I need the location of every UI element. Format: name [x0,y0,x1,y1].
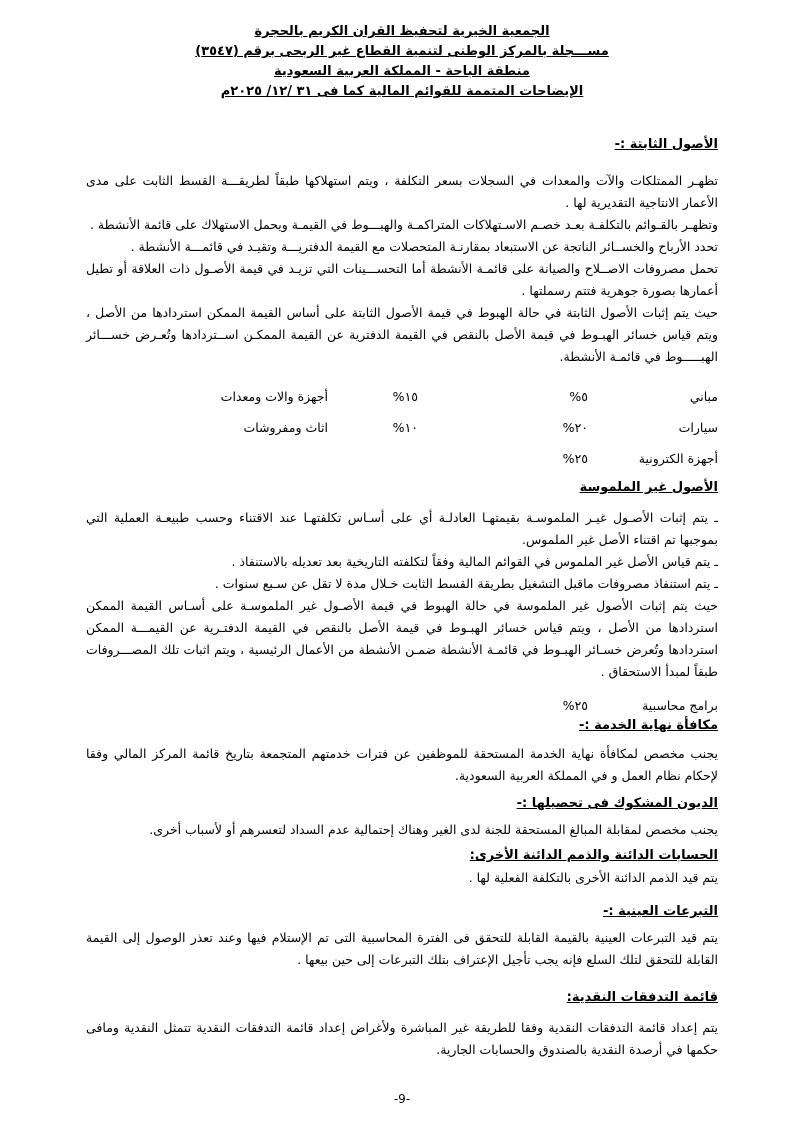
rate-value: ١٠% [392,420,418,435]
end-of-service-paragraph: يجنب مخصص لمكافأة نهاية الخدمة المستحقة للموظفين عن فترات خدمتهم المتجمعة بتاريخ قائمة المركز المالي وفقا لإحكام نظام العمل و في المملكة العربية السعودية. [86,746,718,783]
creditors-paragraph: يتم قيد الذمم الدائنة الأخرى بالتكلفة الفعلية لها . [468,870,718,885]
page-number: -9- [393,1092,411,1106]
notes-title: الإيضاحات المتممة للقوائم المالية كما فى ٣١ /١٢/ ٢٠٢٥م [220,84,584,99]
rate-label: سيارات [678,420,718,435]
rate-row [86,413,718,444]
document-header [80,22,724,102]
fixed-assets-paragraph: وتظهـر بالقـوائم بالتكلفـة بعـد خصـم الاسـتهلاكات المتراكمـة والهبـــوط في القيمـة ويحمل الاستهلاك على قائمة الأنشطة . [89,217,718,232]
rate-value: ٥% [569,389,588,404]
depreciation-rates-table [86,382,718,475]
org-name: الجمعية الخيرية لتحفيظ القران الكريم بالحجرة [254,24,550,39]
fixed-assets-paragraph: تظهـر الممتلكات والآت والمعدات في السجلات بسعر التكلفة ، ويتم استهلاكها طبقاً لطريقـــة القسط الثابت على مدى الأعمار الانتاجية التقديرية لها . [86,173,718,210]
fixed-assets-paragraph: تحمل مصروفات الاصــلاح والصيانة على قائمـة الأنشطة أما التحســـينات التي تزيـد في قيمة الأصـول ذات العلاقة أو تطيل أعمارها بصورة جوهرية فتتم رسملتها . [86,261,718,298]
cash-flow-heading: قائمة التدفقات النقدية: [566,990,718,1005]
intangible-paragraph: ـ يتم قياس الأصل غير الملموس في القوائم المالية وفقاً لتكلفته التاريخية بعد تعديله بالاستنفاذ . [231,554,718,569]
region-line: منطقة الباحة - المملكة العربية السعودية [274,64,530,79]
rate-row [86,691,718,715]
rate-label: برامج محاسبية [642,698,718,713]
rate-row [86,382,718,413]
rate-value: ٢٥% [562,698,588,713]
creditors-heading: الحسابات الدائنة والذمم الدائنة الأخرى: [469,848,718,863]
rate-label: مباني [689,389,718,404]
fixed-assets-heading: الأصول الثابتة :- [614,137,718,152]
doubtful-debts-paragraph: يجنب مخصص لمقابلة المبالغ المستحقة للجنة لدى الغير وهناك إحتمالية عدم السداد لتعسرهم أو لأسباب أخرى. [149,822,718,837]
rate-value: ١٥% [392,389,418,404]
fixed-assets-paragraph: حيث يتم إثبات الأصول الثابتة في حالة الهبوط في قيمة الأصول الثابتة على أساس القيمة الممكن استردادها من الأصل ، ويتم قياس خسائر الهبـوط في قيمة الأصل بالنقص في القيمة الدفترية عن القيمة الممكـن اســتردادها وتُعـرض خســـائر الهبـــــوط في قائمـة الأنشطة. [86,305,718,364]
rate-value: ٢٥% [562,451,588,466]
rate-label: أجهزة والات ومعدات [220,389,328,404]
intangible-paragraph: ـ يتم إثبات الأصـول غيـر الملموسـة بقيمتهـا العادلـة أي على أسـاس تكلفتهـا عند الاقتناء وحسب طبيعـة العملية التي بموجبها تم اقتناء الأصل غير الملموس. [86,510,718,547]
cash-flow-paragraph: يتم إعداد قائمة التدفقات النقدية وفقا للطريقة غير المباشرة ولأغراض إعداد قائمة التدفقات النقدية تتمثل النقدية ومافى حكمها في أرصدة النقدية بالصندوق والحسابات الجارية. [86,1020,718,1057]
document-body [86,130,718,1061]
rate-label: أجهزة الكترونية [638,451,718,466]
registration-line: مســـجلة بالمركز الوطنى لتنمية القطاع غير الربحى برقم (٣٥٤٧) [195,44,609,59]
rate-row [86,444,718,475]
intangible-paragraph: حيث يتم إثبات الأصول غير الملموسة في حالة الهبوط في قيمة الأصـول غير الملموسـة على أسـاس القيمة الممكن استردادها من الأصل ، ويتم قياس خسائر الهبـوط في قيمة الأصل بالنقص في القيمة الدفتـرية عن القيمـــة الممكن استردادها وتُعرض خسـائر الهبـوط في قائمـة الأنشطة ضمـن الأنشطة من الأعمال الرئيسية ، ويتم اثبات تلك المصـــروفات طبقاً لمبدأ الاستحقاق . [86,598,718,679]
rate-label: اثاث ومفروشات [243,420,328,435]
end-of-service-heading: مكافأة نهاية الخدمة :- [579,718,718,733]
intangible-paragraph: ـ يتم استنفاذ مصروفات ماقبل التشغيل بطريقة القسط الثابت خـلال مدة لا تقل عن سـبع سنوات . [214,576,718,591]
intangible-assets-heading: الأصول غير الملموسة [579,480,718,495]
doubtful-debts-heading: الديون المشكوك فى تحصيلها :- [516,796,718,811]
rate-value: ٢٠% [562,420,588,435]
fixed-assets-paragraph: تحدد الأرباح والخســائر الناتجة عن الاستبعاد بمقارنـة المتحصلات مع القيمة الدفتريـــة وتقيـد في قائمـــة الأنشطة . [130,239,718,254]
in-kind-donations-paragraph: يتم قيد التبرعات العينية بالقيمة القابلة للتحقق فى الفترة المحاسبية التى تم الإستلام فيها وعند تعذر الوصول إلى القيمة القابلة للتحقق لتلك السلع فإنه يجب تأجيل الإعتراف بتلك التبرعات إلى حين بيعها . [86,930,718,967]
in-kind-donations-heading: التبرعات العينية :- [603,904,718,919]
